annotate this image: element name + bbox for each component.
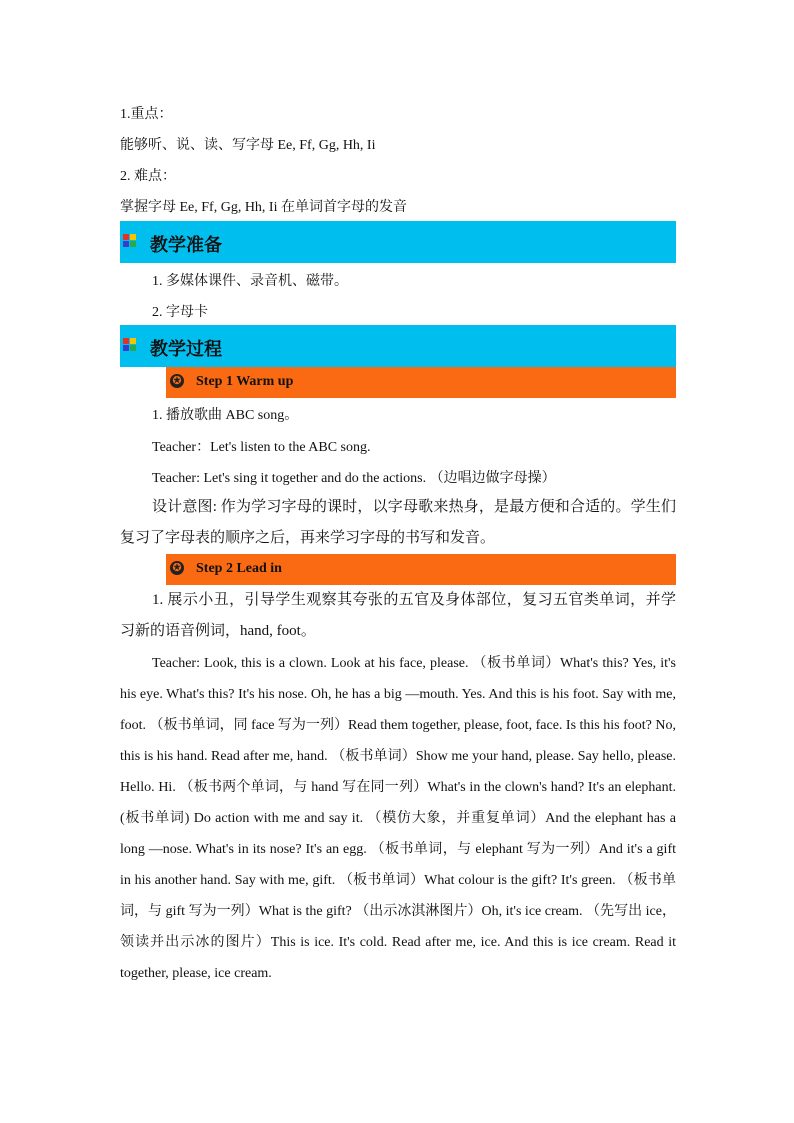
book-flag-icon xyxy=(123,234,136,247)
preparation-banner xyxy=(120,221,676,263)
step2-label: Step 2 Lead in xyxy=(196,561,282,576)
step2-intro: 1. 展示小丑，引导学生观察其夸张的五官及身体部位，复习五官类单词，并学习新的语音例词，hand, foot。 xyxy=(120,592,676,639)
process-banner xyxy=(120,325,676,367)
book-flag-icon xyxy=(123,338,136,351)
step1-design-intent: 设计意图: 作为学习字母的课时，以字母歌来热身，是最方便和合适的。学生们复习了字母表的顺序之后，再来学习字母的书写和发音。 xyxy=(120,499,676,546)
step2-bar xyxy=(166,554,676,585)
step1-line: 1. 播放歌曲 ABC song。 xyxy=(152,408,299,423)
preparation-item: 1. 多媒体课件、录音机、磁带。 xyxy=(152,274,348,289)
step1-line: Teacher：Let's listen to the ABC song. xyxy=(152,440,371,455)
star-bullet-icon: ✪ xyxy=(170,561,184,575)
preparation-title: 教学准备 xyxy=(150,235,222,255)
process-title: 教学过程 xyxy=(150,339,222,359)
focus-text: 能够听、说、读、写字母 Ee, Ff, Gg, Hh, Ii xyxy=(120,138,376,153)
preparation-item: 2. 字母卡 xyxy=(152,305,208,320)
star-bullet-icon: ✪ xyxy=(170,374,184,388)
focus-heading: 1.重点： xyxy=(120,107,173,122)
step1-label: Step 1 Warm up xyxy=(196,374,294,389)
step1-line: Teacher: Let's sing it together and do the actions. （边唱边做字母操） xyxy=(152,471,556,486)
step1-bar xyxy=(166,367,676,398)
difficulty-heading: 2. 难点： xyxy=(120,169,176,184)
step2-dialogue: Teacher: Look, this is a clown. Look at his face, please. （板书单词）What's this? Yes, it's his eye. What's this? It's his nose. Oh, he has a big —mouth. Yes. And this is his foot. Say with me, foot. （板书单词，同 face 写为一列）Read them together, please, foot, face. Is this his foot? No, this is his hand. Read after me, hand. （板书单词）Show me your hand, please. Say hello, please. Hello. Hi. （板书两个单词，与 hand 写在同一列）What's in the clown's hand? It's an elephant. (板书单词) Do action with me and say it. （模仿大象，并重复单词）And the elephant has a long —nose. What's in its nose? It's an egg. （板书单词，与 elephant 写为一列）And it's a gift in his another hand. Say with me, gift. （板书单词）What colour is the gift? It's green. （板书单词，与 gift 写为一列）What is the gift? （出示冰淇淋图片）Oh, it's ice cream. （先写出 ice，领读并出示冰的图片）This is ice. It's cold. Read after me, ice. And this is ice cream. Read it together, please, ice cream. xyxy=(120,656,676,981)
difficulty-text: 掌握字母 Ee, Ff, Gg, Hh, Ii 在单词首字母的发音 xyxy=(120,200,407,215)
